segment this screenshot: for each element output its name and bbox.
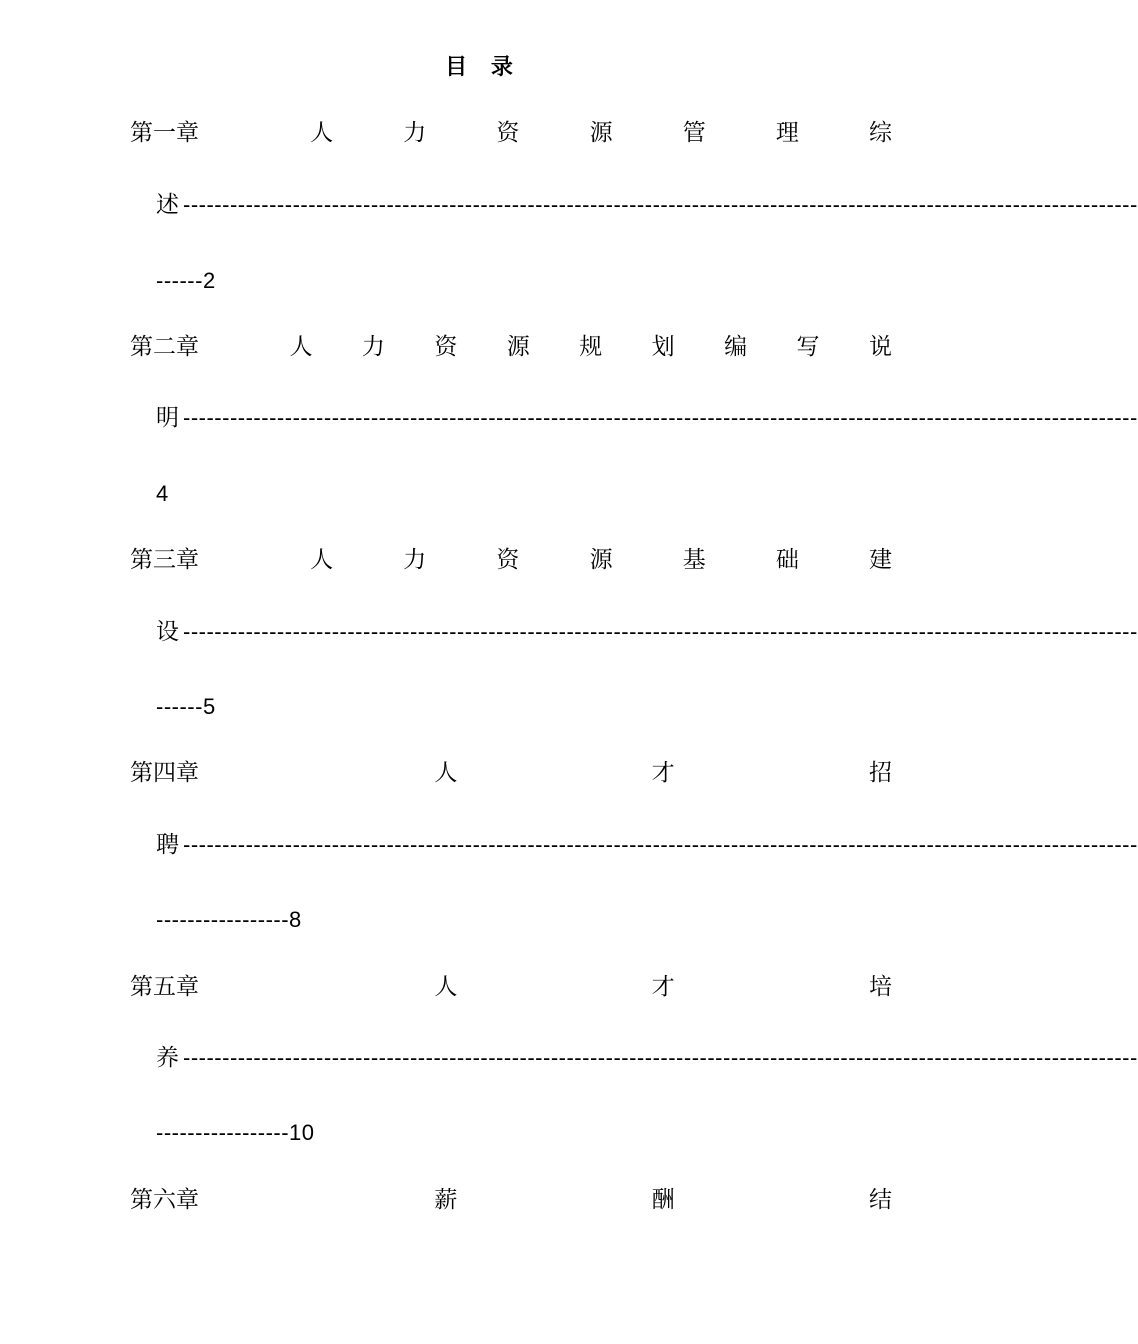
title-char: 础: [775, 546, 799, 573]
title-char: 薪: [434, 1186, 458, 1213]
title-char: 才: [651, 973, 675, 1000]
toc-entry-leader-line: [156, 403, 1138, 433]
title-char: 结: [868, 1186, 892, 1213]
toc-entry-heading: [130, 329, 892, 359]
page-number-line: -----------------8: [156, 907, 302, 932]
title-char: 招: [868, 759, 892, 786]
dot-leader: --------------------------------------------------------------------------------------------------------------------------: [183, 192, 1138, 217]
title-last-char: 明: [156, 405, 179, 431]
page-number-line: -----------------10: [156, 1120, 315, 1145]
title-char: 说: [868, 333, 892, 360]
page-number-line: ------5: [156, 694, 216, 719]
toc-title: 目 录: [445, 54, 521, 80]
title-char: 建: [868, 546, 892, 573]
title-char: 基: [682, 546, 706, 573]
toc-entry-heading: [130, 755, 892, 785]
title-char: 理: [775, 119, 799, 146]
page-number-line: 4: [156, 481, 169, 506]
title-char: 才: [651, 759, 675, 786]
title-last-char: 述: [156, 192, 179, 218]
title-char: 源: [506, 333, 530, 360]
dot-leader: --------------------------------------------------------------------------------------------------------------------------: [183, 832, 1138, 857]
title-char: 源: [589, 119, 613, 146]
title-char: 综: [868, 119, 892, 146]
title-char: 人: [310, 119, 334, 146]
chapter-number: 第一章: [130, 119, 199, 146]
toc-entry-heading: [130, 115, 892, 145]
toc-entry-heading: [130, 969, 892, 999]
toc-entry-heading: [130, 542, 892, 572]
dot-leader: --------------------------------------------------------------------------------------------------------------------------: [183, 405, 1138, 430]
title-char: 划: [651, 333, 675, 360]
title-char: 力: [361, 333, 385, 360]
title-char: 人: [434, 759, 458, 786]
title-char: 源: [589, 546, 613, 573]
chapter-number: 第三章: [130, 546, 199, 573]
title-char: 酬: [651, 1186, 675, 1213]
title-char: 编: [724, 333, 748, 360]
chapter-number: 第六章: [130, 1186, 199, 1213]
title-char: 人: [289, 333, 313, 360]
dot-leader: --------------------------------------------------------------------------------------------------------------------------: [183, 619, 1138, 644]
title-last-char: 设: [156, 619, 179, 645]
toc-entry-leader-line: [156, 190, 1138, 220]
title-char: 培: [868, 973, 892, 1000]
chapter-number: 第四章: [130, 759, 199, 786]
title-char: 力: [403, 119, 427, 146]
title-char: 管: [682, 119, 706, 146]
page-number-line: ------2: [156, 268, 216, 293]
title-char: 写: [796, 333, 820, 360]
toc-entry-leader-line: [156, 830, 1138, 860]
toc-entry-heading: [130, 1182, 892, 1212]
title-char: 规: [579, 333, 603, 360]
title-char: 资: [496, 119, 520, 146]
title-last-char: 养: [156, 1045, 179, 1071]
title-char: 人: [434, 973, 458, 1000]
title-char: 资: [434, 333, 458, 360]
toc-entry-leader-line: [156, 617, 1138, 647]
title-char: 人: [310, 546, 334, 573]
dot-leader: --------------------------------------------------------------------------------------------------------------------------: [183, 1045, 1138, 1070]
chapter-number: 第二章: [130, 333, 199, 360]
title-last-char: 聘: [156, 832, 179, 858]
chapter-number: 第五章: [130, 973, 199, 1000]
title-char: 资: [496, 546, 520, 573]
toc-entry-leader-line: [156, 1043, 1138, 1073]
title-char: 力: [403, 546, 427, 573]
